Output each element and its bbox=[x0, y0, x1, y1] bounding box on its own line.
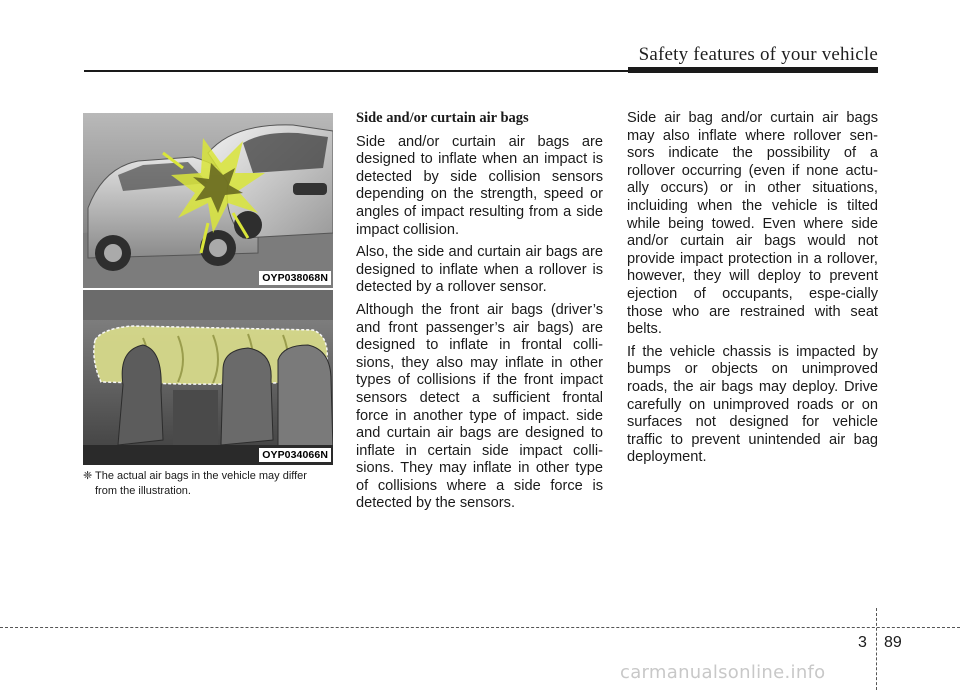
chapter-number: 3 bbox=[858, 634, 867, 651]
paragraph: If the vehicle chassis is impacted by bumps or objects on unimproved roads, the air bags may deploy. Drive carefully on unimproved roads or on surfaces not designed for vehicle traffic to prevent unintended air bag deployment. bbox=[627, 343, 878, 466]
middle-column bbox=[356, 110, 603, 518]
right-column bbox=[627, 110, 878, 472]
header-rule-accent bbox=[628, 67, 878, 73]
paragraph: Also, the side and curtain air bags are designed to inflate when a rollover is detected by a rollover sensor. bbox=[356, 244, 603, 296]
note-text: The actual air bags in the vehicle may differ bbox=[95, 470, 307, 482]
paragraph: Side air bag and/or curtain air bags may also inflate where rollover sen-sors indicate the possibility of a rollover occurring (even if none actu-ally occurs) or in other situations, incluiding when the vehicle is tilted while being towed. Even where side and/or curtain air bags would not provide impact protection in a rollover, however, they will deploy to prevent ejection of occupants, espe-cially those who are restrained with seat belts. bbox=[627, 110, 878, 338]
illustration-note bbox=[83, 469, 341, 499]
section-heading: Side and/or curtain air bags bbox=[356, 110, 529, 126]
footer-rule bbox=[0, 627, 960, 628]
watermark: carmanualsonline.info bbox=[620, 662, 826, 683]
footer-divider bbox=[876, 608, 877, 690]
side-impact-icon bbox=[83, 113, 333, 288]
paragraph: Side and/or curtain air bags are designed to inflate when an impact is detected by side collision sensors depending on the strength, speed or angles of impact resulting from a side impact collision. bbox=[356, 133, 603, 238]
section-title: Safety features of your vehicle bbox=[638, 44, 878, 65]
curtain-airbag-icon bbox=[83, 290, 333, 465]
paragraph: Although the front air bags (driver’s and front passenger’s air bags) are designed to inflate in frontal colli-sions, they also may inflate in other types of collisions if the front impact sensors detect a sufficient frontal force in another type of impact. side and curtain air bags are designed to inflate in certain side impact colli-sions. They may inflate in other type of collisions where a side force is detected by the sensors. bbox=[356, 301, 603, 512]
curtain-airbag-illustration bbox=[83, 290, 333, 465]
page-number: 89 bbox=[884, 634, 902, 651]
header-rule bbox=[84, 70, 628, 72]
note-symbol: ❈ bbox=[83, 470, 93, 482]
side-impact-illustration bbox=[83, 113, 333, 288]
note-text-continued: from the illustration. bbox=[95, 485, 191, 497]
figure-code: OYP038068N bbox=[259, 271, 331, 285]
figure-code: OYP034066N bbox=[259, 448, 331, 462]
